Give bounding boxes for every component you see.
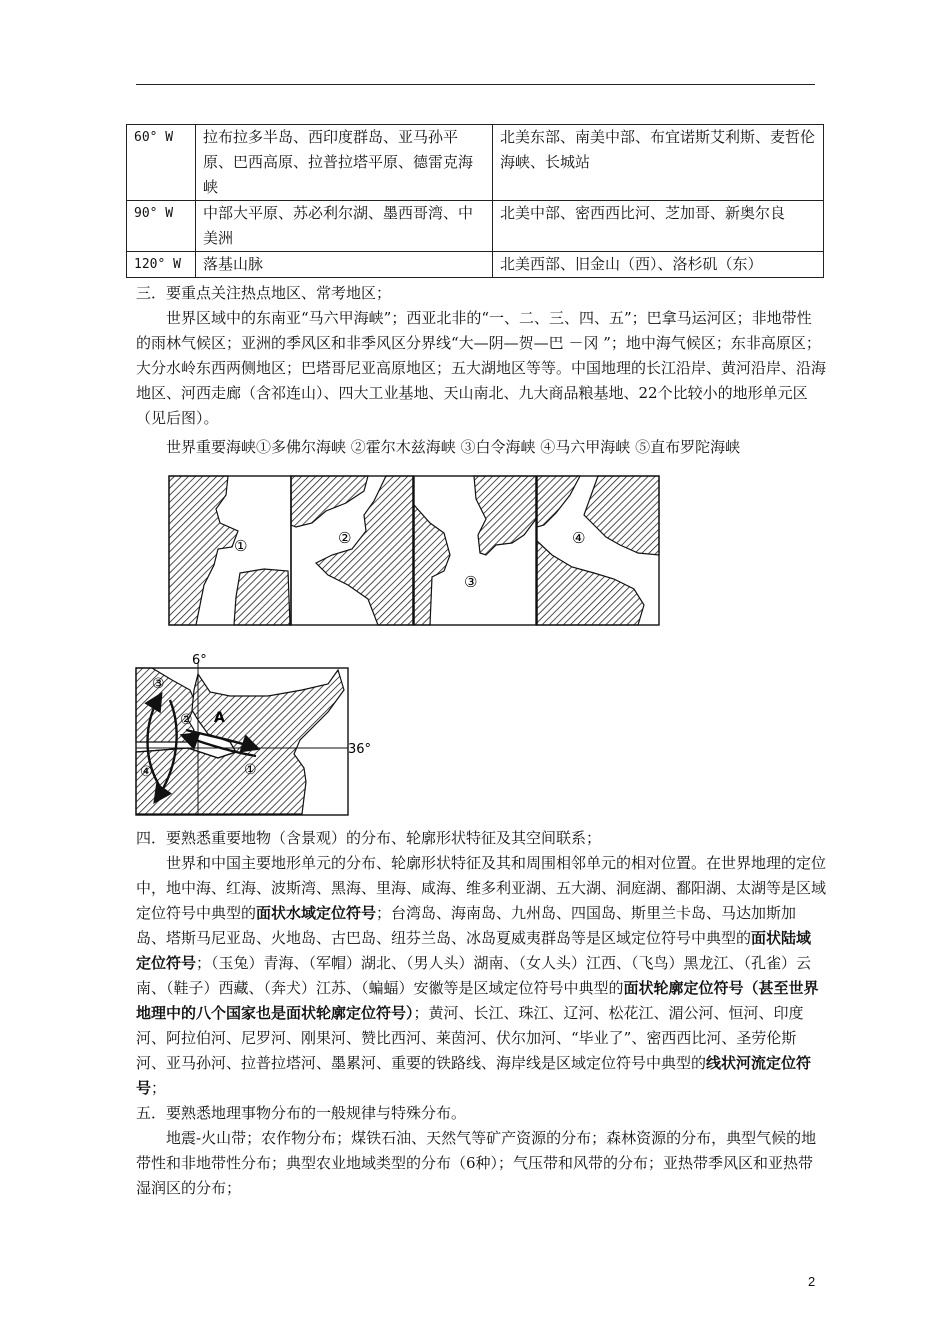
section-4-paragraph: 世界和中国主要地形单元的分布、轮廓形状特征及其和周围相邻单元的相对位置。在世界地理的定位中，地中海、红海、波斯湾、黑海、里海、咸海、维多利亚湖、五大湖、洞庭湖、鄱阳湖、太湖等是区域定位符号中典型的面状水域定位符号；台湾岛、海南岛、九州岛、四国岛、斯里兰卡岛、马达加斯加岛、塔斯马尼亚岛、火地岛、古巴岛、纽芬兰岛、冰岛夏威夷群岛等是区域定位符号中典型的面状陆域定位符号；（玉兔）青海、（军帽）湖北、（男人头）湖南、（女人头）江西、（飞鸟）黑龙江、（孔雀）云南、（鞋子）西藏、（奔犬）江苏、（蝙蝠）安徽等是区域定位符号中典型的面状轮廓定位符号（甚至世界地理中的八个国家也是面状轮廓定位符号）；黄河、长江、珠江、辽河、松花江、湄公河、恒河、印度河、阿拉伯河、尼罗河、刚果河、赞比西河、莱茵河、伏尔加河、“毕业了”、密西西比河、圣劳伦斯河、亚马孙河、拉普拉塔河、墨累河、重要的铁路线、海岸线是区域定位符号中典型的线状河流定位符号；	[136, 854, 827, 1097]
bering-strait-map	[414, 476, 536, 625]
section-5-paragraph: 地震-火山带；农作物分布；煤铁石油、天然气等矿产资源的分布；森林资源的分布，典型气候的地带性和非地带性分布；典型农业地域类型的分布（6种）；气压带和风带的分布；亚热带季风区和亚热带湿润区的分布；	[136, 1129, 817, 1197]
section-4	[136, 826, 826, 1201]
regions-cell: 北美东部、南美中部、布宜诺斯艾利斯、麦哲伦海峡、长城站	[493, 125, 824, 201]
malacca-strait-map	[537, 476, 659, 625]
outline-symbol-term: 面状轮廓定位符号（甚至世界地理中的八个国家也是面状轮廓定位符号）	[136, 979, 819, 1022]
longitude-table	[126, 124, 824, 278]
gib-label: ②	[180, 712, 193, 728]
lon-cell: 60° W	[127, 125, 196, 201]
latitude-label: 36°	[348, 742, 372, 757]
straits-figure	[168, 475, 660, 627]
page-number: 2	[808, 1274, 816, 1289]
section-3	[136, 281, 826, 460]
table-row	[127, 201, 824, 252]
header-rule	[136, 84, 815, 85]
gib-label: ③	[152, 676, 165, 692]
hormuz-strait-map	[291, 476, 413, 625]
point-a-label: A	[214, 710, 225, 726]
straits-paragraph: 世界重要海峡①多佛尔海峡 ②霍尔木兹海峡 ③白令海峡 ④马六甲海峡 ⑤直布罗陀海峡	[166, 438, 741, 456]
section-3-paragraph: 世界区域中的东南亚“马六甲海峡”；西亚北非的“一、二、三、四、五”；巴拿马运河区；非地带性的雨林气候区；亚洲的季风区和非季风区分界线“大—阴—贺—巴 －冈 ”；地中海气候区；东非高原区；大分水岭东西两侧地区；巴塔哥尼亚高原地区；五大湖地区等等。中国地理的长江沿岸、黄河沿岸、沿海地区、河西走廊（含祁连山）、四大工业基地、天山南北、九大商品粮基地、22个比较小的地形单元区（见后图）。	[136, 309, 827, 427]
strait-label: ①	[234, 537, 248, 555]
places-cell: 中部大平原、苏必利尔湖、墨西哥湾、中美洲	[196, 201, 493, 252]
table-row	[127, 125, 824, 201]
section-3-heading: 三．要重点关注热点地区、常考地区；	[136, 284, 392, 302]
strait-label: ②	[338, 529, 352, 547]
gib-label: ④	[140, 764, 153, 780]
longitude-label: 6°	[192, 653, 207, 668]
places-cell: 落基山脉	[196, 252, 493, 278]
lon-cell: 120° W	[127, 252, 196, 278]
dover-strait-map	[169, 476, 290, 625]
regions-cell: 北美中部、密西西比河、芝加哥、新奥尔良	[493, 201, 824, 252]
strait-label: ③	[464, 573, 478, 591]
river-symbol-term: 线状河流定位符号	[136, 1054, 812, 1097]
gib-label: ①	[244, 762, 257, 778]
land-symbol-term: 面状陆域定位符号	[136, 929, 812, 972]
gibraltar-figure	[132, 650, 378, 822]
regions-cell: 北美西部、旧金山（西）、洛杉矶（东）	[493, 252, 824, 278]
lon-cell: 90° W	[127, 201, 196, 252]
places-cell: 拉布拉多半岛、西印度群岛、亚马孙平原、巴西高原、拉普拉塔平原、德雷克海峡	[196, 125, 493, 201]
section-5-heading: 五．要熟悉地理事物分布的一般规律与特殊分布。	[136, 1104, 467, 1122]
section-4-heading: 四．要熟悉重要地物（含景观）的分布、轮廓形状特征及其空间联系；	[136, 829, 602, 847]
table-row	[127, 252, 824, 278]
water-symbol-term: 面状水域定位符号	[256, 904, 377, 922]
strait-label: ④	[572, 529, 586, 547]
